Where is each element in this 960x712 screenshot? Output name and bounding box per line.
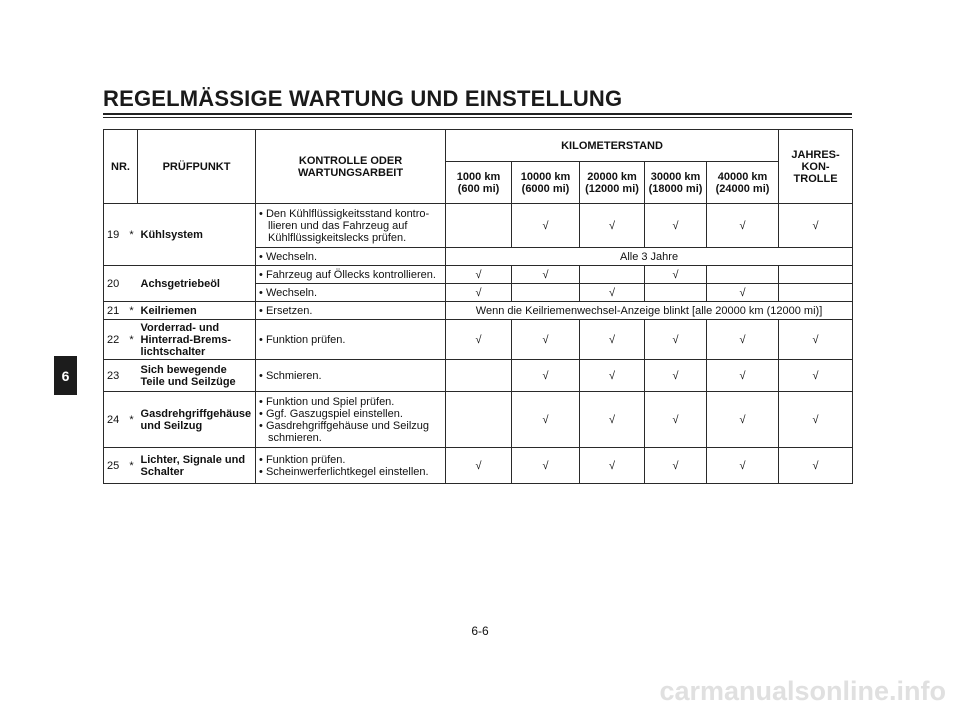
action-line: • Wechseln. bbox=[259, 251, 442, 263]
row-action bbox=[256, 360, 446, 392]
header-annual: JAHRES-KON-TROLLE bbox=[779, 130, 853, 204]
action-line: • Funktion prüfen. bbox=[259, 334, 442, 346]
action-line: • Ersetzen. bbox=[259, 305, 442, 317]
row-star: * bbox=[126, 448, 138, 484]
check-mark: √ bbox=[512, 360, 580, 392]
empty-cell bbox=[707, 266, 779, 284]
chapter-tab bbox=[54, 356, 77, 395]
header-odometer: KILOMETERSTAND bbox=[446, 130, 779, 162]
check-mark: √ bbox=[512, 448, 580, 484]
check-mark: √ bbox=[707, 448, 779, 484]
row-number: 25 bbox=[104, 448, 126, 484]
check-mark: √ bbox=[779, 320, 853, 360]
check-mark: √ bbox=[707, 360, 779, 392]
row-number: 24 bbox=[104, 392, 126, 448]
maintenance-table bbox=[103, 129, 853, 484]
action-line: • Funktion prüfen. bbox=[259, 454, 442, 466]
title-rule-thick bbox=[103, 113, 852, 115]
page-title: REGELMÄSSIGE WARTUNG UND EINSTELLUNG bbox=[103, 86, 623, 111]
action-line: • Funktion und Spiel prüfen. bbox=[259, 396, 442, 408]
row-item: Keilriemen bbox=[138, 302, 256, 320]
header-km-0: 1000 km (600 mi) bbox=[446, 162, 512, 204]
row-item: Lichter, Signale und Schalter bbox=[138, 448, 256, 484]
row-item: Achsgetriebeöl bbox=[138, 266, 256, 302]
check-mark: √ bbox=[707, 204, 779, 248]
action-line: • Wechseln. bbox=[259, 287, 442, 299]
row-star: * bbox=[126, 392, 138, 448]
row-star: * bbox=[126, 204, 138, 266]
table-row bbox=[104, 302, 853, 320]
watermark: carmanualsonline.info bbox=[659, 676, 946, 706]
title-rule-thin bbox=[103, 117, 852, 118]
row-item: Sich bewegende Teile und Seilzüge bbox=[138, 360, 256, 392]
check-mark: √ bbox=[446, 320, 512, 360]
page-number: 6-6 bbox=[471, 624, 489, 638]
row-number: 19 bbox=[104, 204, 126, 266]
header-action: KONTROLLE ODER WARTUNGSARBEIT bbox=[256, 130, 446, 204]
empty-cell bbox=[446, 204, 512, 248]
check-mark: √ bbox=[580, 392, 645, 448]
table-row bbox=[104, 448, 853, 484]
empty-cell bbox=[779, 284, 853, 302]
check-mark: √ bbox=[707, 284, 779, 302]
row-star bbox=[126, 360, 138, 392]
row-number: 21 bbox=[104, 302, 126, 320]
header-km-3: 30000 km (18000 mi) bbox=[645, 162, 707, 204]
empty-cell bbox=[446, 360, 512, 392]
header-km-2: 20000 km (12000 mi) bbox=[580, 162, 645, 204]
table-row bbox=[104, 204, 853, 248]
header-nr: NR. bbox=[104, 130, 138, 204]
row-star bbox=[126, 266, 138, 302]
row-action bbox=[256, 392, 446, 448]
check-mark: √ bbox=[580, 320, 645, 360]
check-mark: √ bbox=[512, 320, 580, 360]
check-mark: √ bbox=[779, 360, 853, 392]
check-mark: √ bbox=[580, 360, 645, 392]
row-star: * bbox=[126, 320, 138, 360]
row-number: 22 bbox=[104, 320, 126, 360]
header-km-4: 40000 km (24000 mi) bbox=[707, 162, 779, 204]
action-line: • Fahrzeug auf Öllecks kontrollieren. bbox=[259, 269, 442, 281]
table-row bbox=[104, 392, 853, 448]
empty-cell bbox=[446, 392, 512, 448]
check-mark: √ bbox=[707, 392, 779, 448]
check-mark: √ bbox=[707, 320, 779, 360]
check-mark: √ bbox=[645, 392, 707, 448]
check-mark: √ bbox=[512, 392, 580, 448]
table-row bbox=[104, 266, 853, 284]
interval-note: Alle 3 Jahre bbox=[446, 248, 853, 266]
check-mark: √ bbox=[512, 266, 580, 284]
empty-cell bbox=[580, 266, 645, 284]
check-mark: √ bbox=[580, 284, 645, 302]
row-action bbox=[256, 320, 446, 360]
row-number: 20 bbox=[104, 266, 126, 302]
empty-cell bbox=[645, 284, 707, 302]
check-mark: √ bbox=[580, 448, 645, 484]
table-row bbox=[104, 360, 853, 392]
check-mark: √ bbox=[779, 204, 853, 248]
check-mark: √ bbox=[512, 204, 580, 248]
check-mark: √ bbox=[645, 360, 707, 392]
row-action bbox=[256, 248, 446, 266]
row-star: * bbox=[126, 302, 138, 320]
interval-note: Wenn die Keilriemenwechsel-Anzeige blinkt [alle 20000 km (12000 mi)] bbox=[446, 302, 853, 320]
check-mark: √ bbox=[580, 204, 645, 248]
row-action bbox=[256, 266, 446, 284]
check-mark: √ bbox=[779, 448, 853, 484]
action-line: • Scheinwerferlichtkegel einstellen. bbox=[259, 466, 442, 478]
action-line: • Ggf. Gaszugspiel einstellen. bbox=[259, 408, 442, 420]
check-mark: √ bbox=[446, 448, 512, 484]
check-mark: √ bbox=[446, 284, 512, 302]
header-item: PRÜFPUNKT bbox=[138, 130, 256, 204]
empty-cell bbox=[512, 284, 580, 302]
row-number: 23 bbox=[104, 360, 126, 392]
check-mark: √ bbox=[645, 204, 707, 248]
chapter-number: 6 bbox=[61, 367, 70, 384]
row-action bbox=[256, 204, 446, 248]
row-item: Vorderrad- und Hinterrad-Brems-lichtschalter bbox=[138, 320, 256, 360]
row-action bbox=[256, 302, 446, 320]
row-action bbox=[256, 448, 446, 484]
table-row bbox=[104, 320, 853, 360]
empty-cell bbox=[779, 266, 853, 284]
check-mark: √ bbox=[779, 392, 853, 448]
header-km-1: 10000 km (6000 mi) bbox=[512, 162, 580, 204]
row-item: Kühlsystem bbox=[138, 204, 256, 266]
check-mark: √ bbox=[645, 266, 707, 284]
row-action bbox=[256, 284, 446, 302]
action-line: • Schmieren. bbox=[259, 370, 442, 382]
check-mark: √ bbox=[446, 266, 512, 284]
check-mark: √ bbox=[645, 448, 707, 484]
row-item: Gasdrehgriffgehäuse und Seilzug bbox=[138, 392, 256, 448]
action-line: • Gasdrehgriffgehäuse und Seilzug schmieren. bbox=[259, 420, 442, 444]
action-line: • Den Kühlflüssigkeitsstand kontro-llieren und das Fahrzeug auf Kühlflüssigkeitslecks prüfen. bbox=[259, 208, 442, 244]
check-mark: √ bbox=[645, 320, 707, 360]
